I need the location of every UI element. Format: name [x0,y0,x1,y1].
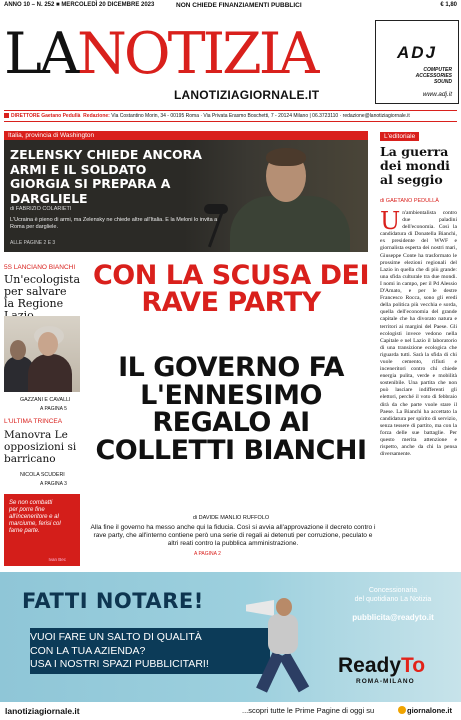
story-manovra[interactable] [4,418,80,494]
top-strip [4,1,457,11]
main-story[interactable] [86,262,376,562]
story-ecologista-section: 5S LANCIANO BIANCHI [4,264,76,271]
adj-url[interactable]: www.adj.it [422,91,452,98]
cartoon-text: Se non combatti per porre fine all'inceneritore e al marciume, ferisi col farne parte. [9,500,61,534]
logo-part-notizi: NOTIZI [77,21,279,87]
ad-body-text: VUOI FARE UN SALTO DI QUALITÀ CON LA TUA AZIENDA? USA I NOSTRI SPAZI PUBBLICITARI! [30,631,209,670]
masthead [4,14,369,104]
red-square-icon [4,113,9,118]
issue-info: ANNO 10 – N. 252 ■ MERCOLEDÌ 20 DICEMBRE 2023 [4,2,155,8]
zelensky-byline: di FABRIZIO COLARIETI [10,206,72,212]
cartoon-box [4,494,80,566]
zelensky-section-label: Italia, provincia di Washington [4,131,368,140]
editoriale-byline: di GAETANO PEDULLÀ [380,198,439,204]
director-name: Gaetano Pedullà [41,113,81,119]
adj-tagline: COMPUTER ACCESSORIES SOUND [415,67,452,85]
editoriale-title[interactable]: La guerra dei mondi al seggio [380,144,450,187]
giornalone-link[interactable] [398,706,452,715]
main-headline-red[interactable]: CON LA SCUSA DEI RAVE PARTY [92,260,370,318]
ad-man-megaphone-illustration [244,598,324,698]
main-byline: di DAVIDE MANLIO RUFFOLO [192,515,270,521]
story-manovra-section: L'ULTIMA TRINCEA [4,418,63,425]
giornalone-label: giornalone.it [407,706,452,715]
editoriale-text: n'ambientalista contro due paladini dell'economia. Così la candidatura di Donatella Bianchi, ex presidente del WWF e giornalista esperta dei nostri mari, Giuseppe Conte ha trasformato le prossime elezioni regionali del Lazio in quella che di più grande: una sfida culturale tra due mondi. I nomi in campo, per il Pd Alessio D'Amato, e per le destre Francesco Rocca, sono gli eredi della politica più vecchia e sorda, quella dell'economia del grande capitale che ha divorato natura e territori ai margini del Paese. Gli ecologisti invece vedono nella Capitale e nel Lazio il laboratorio di una transizione ecologica che riguarda tutti. Sarà la sfida di chi vuole cemento, rifiuti e inceneritori contro chi chiede energia pulita, verde e mobilità sostenibile. Una partita che non può lasciare indifferenti gli elettori, perché il voto di febbraio dirà da che parte vuole stare il Paese. La Bianchi ha accettato la candidatura per spirito di servizio, senza tessere di partito, ma con la forza delle sue battaglie. Per questo merita attenzione e rispetto, anche da chi la pensa diversamente. [380,210,457,458]
story-ecologista[interactable] [4,264,80,414]
main-summary: Alla fine il governo ha messo anche qui la fiducia. Così si avvia all'approvazione il decreto contro i rave party, che all'interno contiene però una serie di regali ai detenuti per corruzione, peculato e altri reati contro la pubblica amministrazione. [90,524,376,548]
bottom-site-link[interactable]: lanotiziagiornale.it [5,706,80,716]
zelensky-summary: L'Ucraina è pieno di armi, ma Zelensky ne chiede altre all'Italia. E la Meloni lo invita a Roma per dargliele. [10,217,218,230]
ad-email[interactable]: pubblicita@readyto.it [352,613,434,622]
cartoon-signature: Ivan Bec [48,557,66,562]
editoriale-body [380,210,457,560]
story-manovra-title[interactable]: Manovra Le opposizioni si barricano [4,429,77,465]
photo-figure-torso [230,196,350,252]
drop-cap: U [380,210,401,235]
director-label: DIRETTORE [11,113,40,119]
readyto-logo [338,654,425,678]
story-manovra-byline: NICOLA SCUDERI [20,472,65,478]
main-page-ref: A PAGINA 2 [194,551,221,557]
readyto-sub: ROMA-MILANO [356,678,415,685]
logo-ready: Ready [338,654,402,677]
logo-part-la: LA [4,21,78,87]
zelensky-headline[interactable]: ZELENSKY CHIEDE ANCORA ARMI E IL SOLDATO GIORGIA SI PREPARA A DARGLIELE [10,147,202,206]
adj-ad-box[interactable] [375,20,459,104]
photo-figure-hair [266,148,306,166]
logo-part-a: A [278,21,317,87]
story-ecologista-byline: GAZZANI E CAVALLI [20,397,71,403]
director-bar [4,110,457,122]
newspaper-logo[interactable] [4,14,316,94]
giornalone-dot-icon [398,706,406,714]
bottom-bar [0,702,461,720]
editoriale-label: L'editoriale [380,132,419,141]
megaphone-icon [246,600,274,616]
adj-logo: ADJ [396,43,437,62]
story-ecologista-photo [4,316,80,392]
ad-headline: FATTI NOTARE! [22,589,204,613]
zelensky-page-ref: ALLE PAGINE 2 E 3 [10,240,56,246]
zelensky-story[interactable] [4,140,368,252]
story-ecologista-title[interactable]: Un'ecologista per salvare la Regione [4,273,80,310]
price: € 1,80 [440,2,457,8]
ad-body-box [30,628,270,674]
story-manovra-page: A PAGINA 3 [40,481,67,487]
redazione-label: Redazione: [83,113,110,119]
story-ecologista-page: A PAGINA 5 [40,406,67,412]
main-headline-black[interactable]: IL GOVERNO FA L'ENNESIMO REGALO AI COLLETTI BIANCHI [95,352,367,466]
bottom-promo-text: ...scopri tutte le Prime Pagine di oggi su [242,706,375,715]
logo-to: To [401,654,426,677]
funding-note: NON CHIEDE FINANZIAMENTI PUBBLICI [176,2,302,9]
redazione-address: Via Costantino Morin, 34 - 00195 Roma · Via Privata Erasmo Boschetti, 7 - 20124 Milano | 06.3723110 · redazione@lanotiziagiornale.it [111,113,410,119]
site-url[interactable]: LANOTIZIAGIORNALE.IT [174,88,320,102]
readyto-ad-banner[interactable] [0,572,461,702]
ad-concessionaria: Concessionaria del quotidiano La Notizia [354,587,432,603]
editoriale-column [380,132,457,562]
